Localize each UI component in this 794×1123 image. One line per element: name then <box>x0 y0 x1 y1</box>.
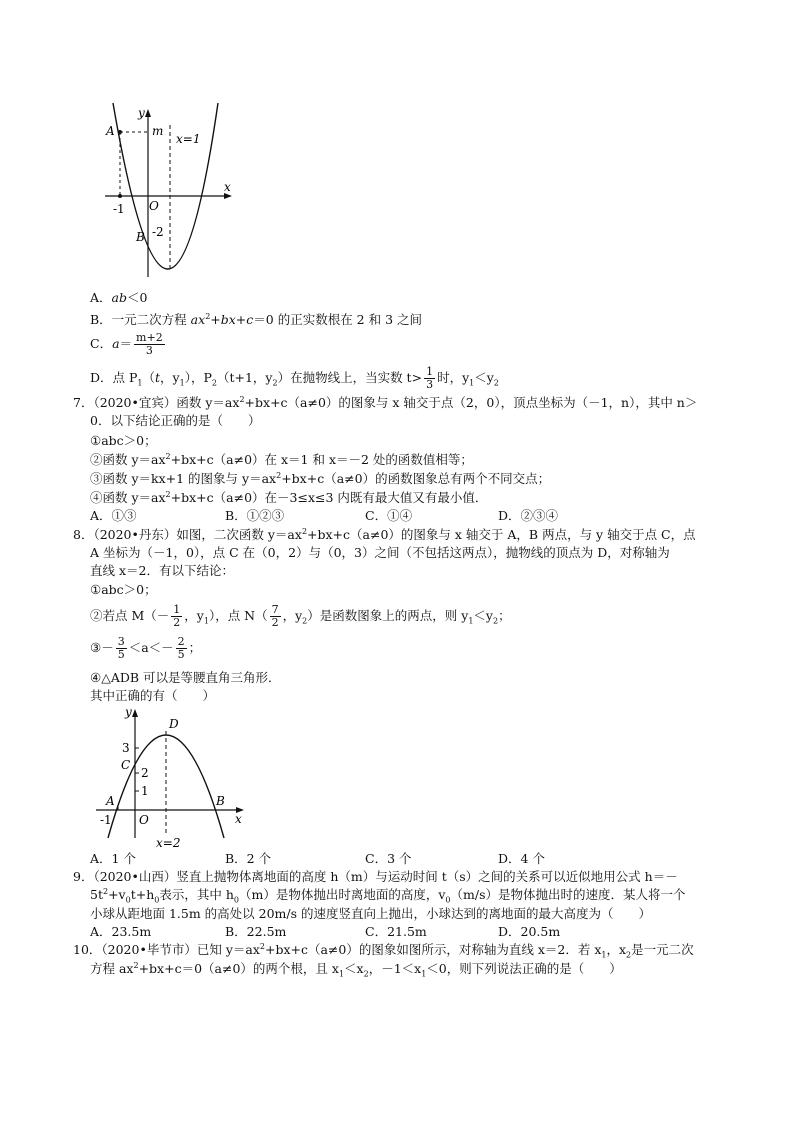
q9-line3: 小球从距地面 1.5m 的高处以 20m/s 的速度竖直向上抛出，小球达到的离地面的最大高度为（ ） <box>90 906 652 921</box>
q9-line2: $5t^2+v_0t+h_0$表示，其中 $h_0(m)$是物体抛出时离地面的高度，$v_0(m/s)$是物体抛出时的速度．某人将一个 <box>90 886 686 905</box>
q6-option-a: A．ab＜0 <box>90 290 148 305</box>
q7-option-a: A．①③ <box>90 508 137 523</box>
q6-option-d: D．点 $P_1(t$，$y_1$），$P_2(t+1$，$y_2$）在抛物线上，当实数 t> $\frac{1}{3}$ 时，$y_1<y_2$ <box>90 365 499 391</box>
parabola-graph-1 <box>100 95 240 280</box>
graph1-neg1-label: -1 <box>113 202 125 216</box>
q8-item2: ②若点 M（－ $\frac{1}{2}$ ，$y_1$），点 N（ $\frac{7}{2}$ ，$y_2$）是函数图象上的两点，则 $y_1<y_2$； <box>90 603 511 629</box>
graph1-y-label: y <box>138 106 145 120</box>
graph2-D-label: D <box>169 717 179 731</box>
graph1-neg2-label: -2 <box>152 225 164 239</box>
graph1-B-label: B <box>136 230 145 244</box>
q6-d-fraction: $\frac{1}{3}$ <box>426 365 434 391</box>
q8-ask: 其中正确的有（ ） <box>90 688 216 703</box>
q7-item1: ①abc＞0； <box>90 433 157 448</box>
q8-item1: ①abc＞0； <box>90 582 157 597</box>
q9-option-a: A．23.5m <box>90 924 152 939</box>
graph2-O-label: O <box>139 813 149 827</box>
q7-line2: 0．以下结论正确的是（ ） <box>90 413 261 428</box>
graph2-tick-2: 2 <box>141 766 149 780</box>
q7-option-b: B．①②③ <box>225 508 285 523</box>
q7-item3: ③函数 y＝kx+1 的图象与 $y=ax^2+bx+c(a\ne 0)$的函数图象总有两个不同交点； <box>90 470 551 486</box>
graph2-tick-1: 1 <box>141 784 149 798</box>
q6-option-c: C．a＝ $\frac{m+2}{3}$ <box>90 331 163 357</box>
q8-option-d: D．4 个 <box>498 851 545 866</box>
parabola-graph-2 <box>92 703 252 851</box>
q6-option-b: B．一元二次方程 $ax^2+bx+c=0$ 的正实数根在 2 和 3 之间 <box>90 311 423 327</box>
q8-line1: 8．（2020•丹东）如图，二次函数 $y=ax^2+bx+c(a\ne 0)$的图象与 x 轴交于 A，B 两点，与 y 轴交于点 C，点 <box>73 526 696 542</box>
q7-option-c: C．①④ <box>365 508 413 523</box>
q8-line2: A 坐标为（－1，0），点 C 在（0，2）与（0，3）之间（不包括这两点），抛物线的顶点为 D，对称轴为 <box>90 545 670 560</box>
q7-item2: ②函数 $y=ax^2+bx+c(a\ne 0)$在 x＝1 和 x＝－2 处的函数值相等； <box>90 451 473 467</box>
q8-option-a: A．1 个 <box>90 851 136 866</box>
graph1-A-label: A <box>106 124 115 138</box>
q7-item4: ④函数 $y=ax^2+bx+c(a\ne 0)$在－3≤x≤3 内既有最大值又有最小值． <box>90 489 488 505</box>
graph2-A-label: A <box>106 794 115 808</box>
q9-option-b: B．22.5m <box>225 924 287 939</box>
q10-line2: 方程 $ax^2+bx+c=0(a\ne 0)$的两个根，且 $x_1<x_2$，$-1<x_1<0$，则下列说法正确的是（ ） <box>90 960 622 979</box>
q9-line1: 9．（2020•山西）竖直上抛物体离地面的高度 h（m）与运动时间 t（s）之间的关系可以近似地用公式 h＝－ <box>73 869 678 884</box>
q7-option-d: D．②③④ <box>498 508 559 523</box>
graph1-x-label: x <box>224 180 231 194</box>
q8-option-b: B．2 个 <box>225 851 272 866</box>
q8-item3: ③－ $\frac{3}{5}$ ＜a＜－ $\frac{2}{5}$ ； <box>90 635 202 661</box>
graph2-C-label: C <box>121 758 131 772</box>
q10-line1: 10．（2020•毕节市）已知 $y=ax^2+bx+c(a\ne 0)$的图象如图所示，对称轴为直线 x＝2．若 $x_1$，$x_2$是一元二次 <box>73 941 694 960</box>
q6-c-fraction: $\frac{m+2}{3}$ <box>136 331 163 357</box>
graph1-O-label: O <box>149 199 159 213</box>
q8-line3: 直线 x＝2．有以下结论： <box>90 563 234 578</box>
graph1-axis-label: x=1 <box>176 132 201 146</box>
q9-option-c: C．21.5m <box>365 924 427 939</box>
graph2-tick-3: 3 <box>122 741 130 755</box>
q8-option-c: C．3 个 <box>365 851 412 866</box>
q7-line1: 7．（2020•宜宾）函数 $y=ax^2+bx+c(a\ne 0)$的图象与 x 轴交于点（2，0），顶点坐标为（－1，n），其中 n＞ <box>73 394 698 410</box>
graph2-x-label: x <box>235 812 242 826</box>
graph2-B-label: B <box>216 794 225 808</box>
graph2-y-label: y <box>125 705 132 719</box>
graph2-axis-label: x=2 <box>156 836 181 850</box>
graph1-m-label: m <box>152 124 164 138</box>
q9-option-d: D．20.5m <box>498 924 561 939</box>
graph2-tick-neg1: -1 <box>100 813 112 827</box>
q8-item4: ④△ADB 可以是等腰直角三角形． <box>90 670 281 685</box>
